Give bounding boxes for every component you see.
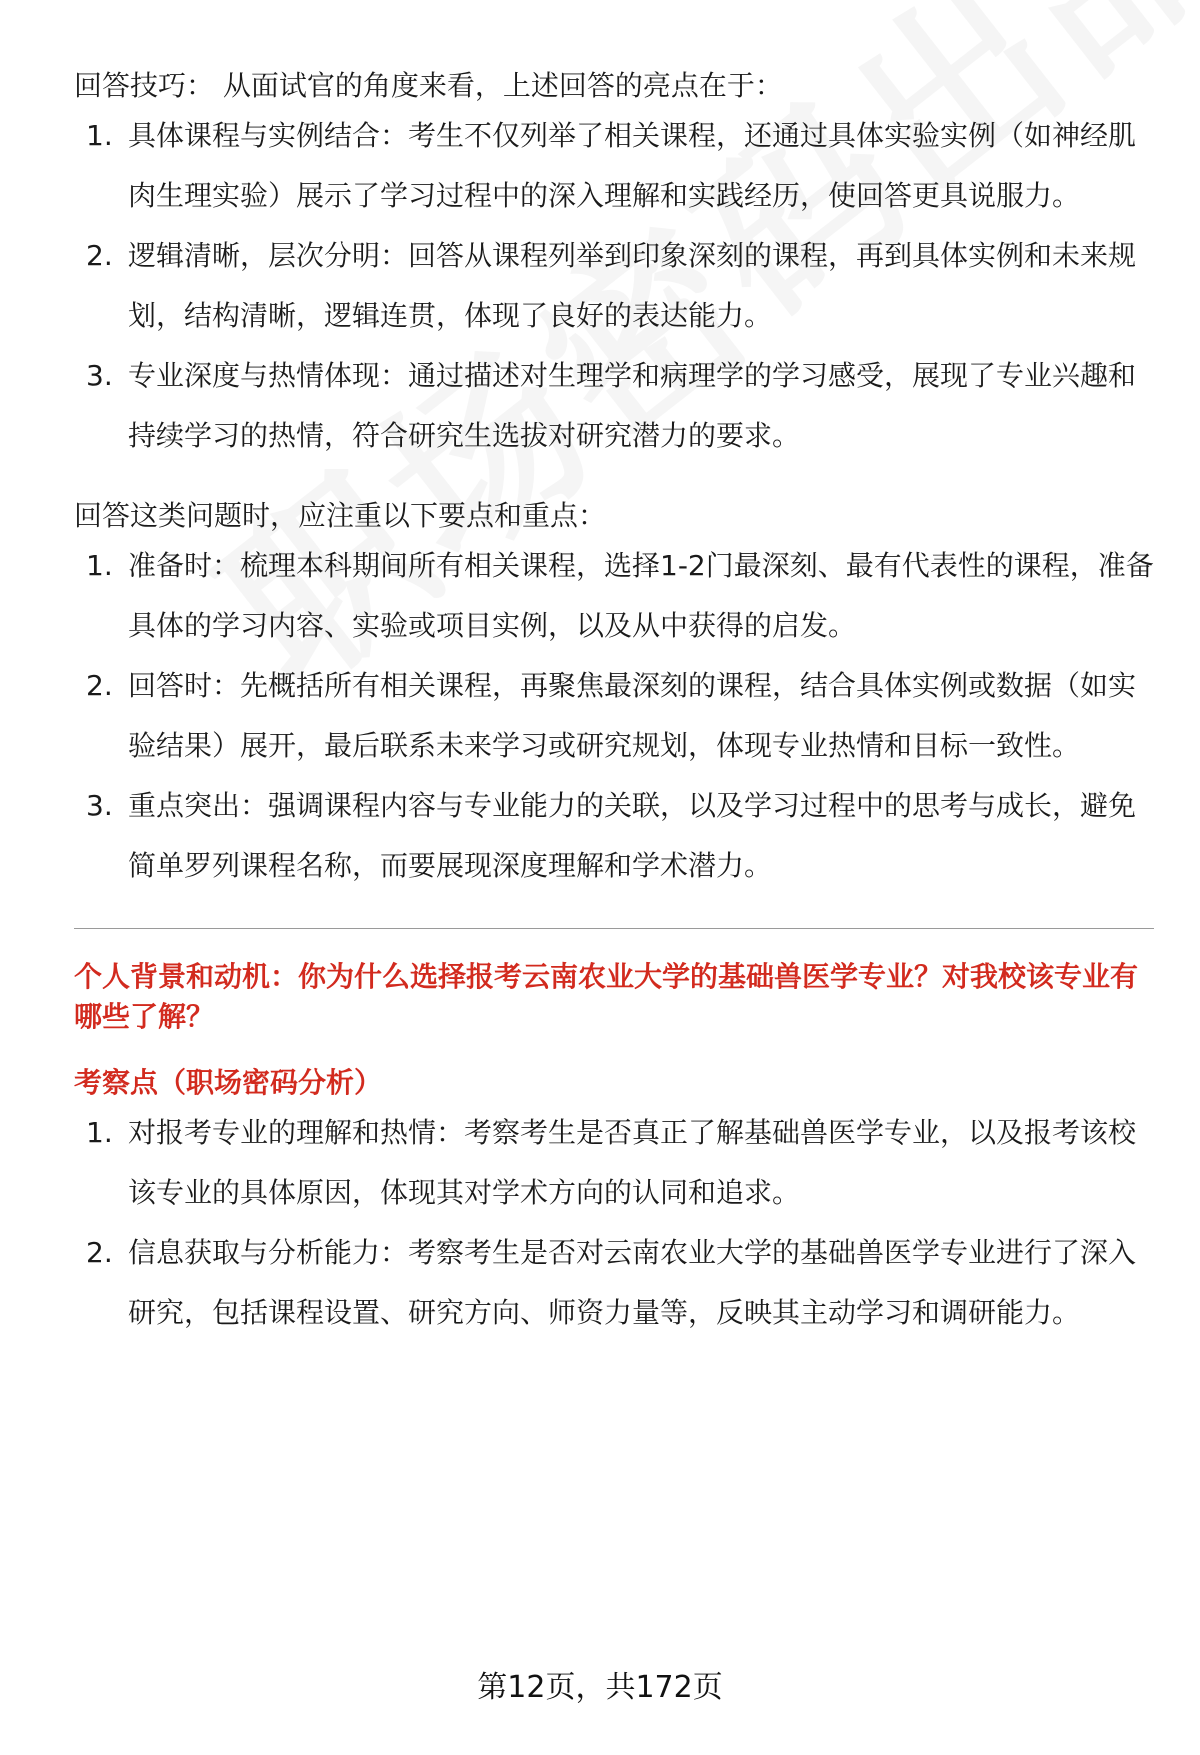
question-title: 个人背景和动机：你为什么选择报考云南农业大学的基础兽医学专业？对我校该专业有哪些了解？	[74, 960, 1139, 1033]
page-footer: 第12页，共172页	[477, 1670, 723, 1705]
list-item: 3. 专业深度与热情体现：通过描述对生理学和病理学的学习感受，展现了专业兴趣和持续学习的热情，符合研究生选拔对研究潜力的要求。	[86, 359, 1137, 452]
highlights-list	[74, 106, 1154, 466]
points-intro: 回答这类问题时，应注重以下要点和重点：	[74, 499, 607, 532]
document-body	[74, 66, 1154, 1343]
exam-points-title: 考察点（职场密码分析）	[74, 1066, 383, 1099]
intro-tip: 回答技巧： 从面试官的角度来看，上述回答的亮点在于：	[74, 69, 783, 102]
points-list	[74, 536, 1154, 896]
list-item: 1. 具体课程与实例结合：考生不仅列举了相关课程，还通过具体实验实例（如神经肌肉生理实验）展示了学习过程中的深入理解和实践经历，使回答更具说服力。	[86, 119, 1137, 212]
list-item: 2. 回答时：先概括所有相关课程，再聚焦最深刻的课程，结合具体实例或数据（如实验结果）展开，最后联系未来学习或研究规划，体现专业热情和目标一致性。	[86, 669, 1137, 762]
list-item: 1. 对报考专业的理解和热情：考察考生是否真正了解基础兽医学专业，以及报考该校该专业的具体原因，体现其对学术方向的认同和追求。	[86, 1116, 1137, 1209]
list-item: 1. 准备时：梳理本科期间所有相关课程，选择1-2门最深刻、最有代表性的课程，准备具体的学习内容、实验或项目实例，以及从中获得的启发。	[86, 549, 1154, 642]
list-item: 2. 信息获取与分析能力：考察考生是否对云南农业大学的基础兽医学专业进行了深入研究，包括课程设置、研究方向、师资力量等，反映其主动学习和调研能力。	[86, 1236, 1137, 1329]
list-item: 3. 重点突出：强调课程内容与专业能力的关联，以及学习过程中的思考与成长，避免简单罗列课程名称，而要展现深度理解和学术潜力。	[86, 789, 1137, 882]
list-item: 2. 逻辑清晰，层次分明：回答从课程列举到印象深刻的课程，再到具体实例和未来规划，结构清晰，逻辑连贯，体现了良好的表达能力。	[86, 239, 1137, 332]
exam-points-list	[74, 1103, 1154, 1343]
section-divider	[74, 928, 1154, 929]
